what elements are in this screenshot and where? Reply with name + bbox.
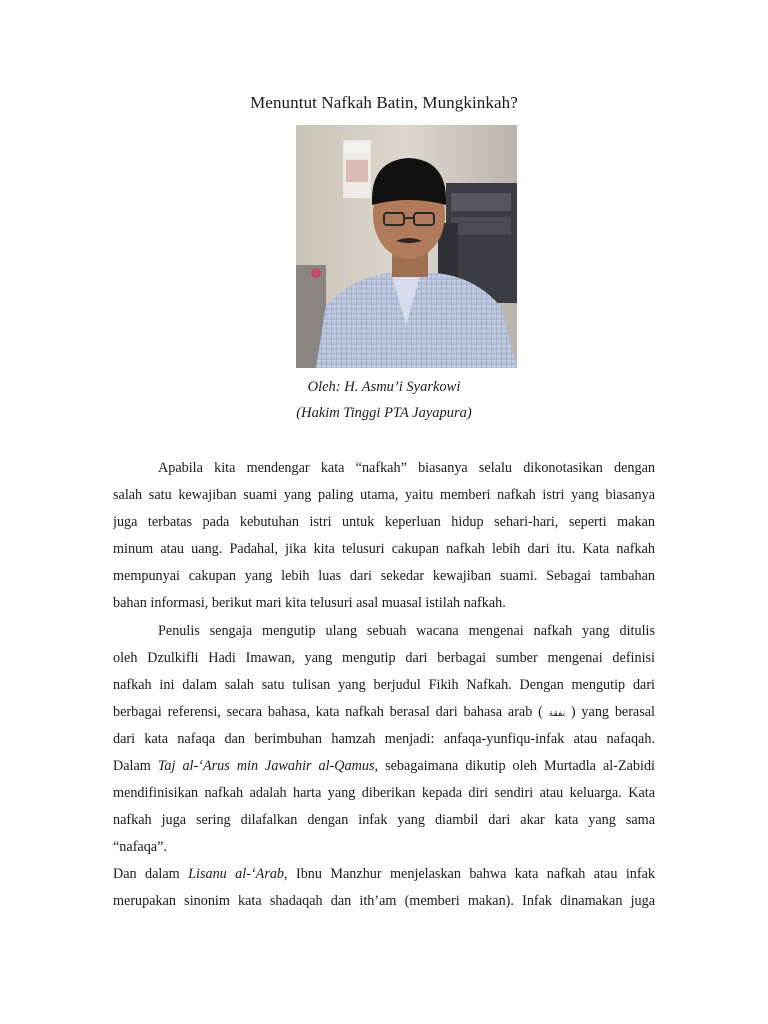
book-title: Lisanu al-‘Arab (188, 866, 285, 882)
article-title: Menuntut Nafkah Batin, Mungkinkah? (250, 93, 518, 112)
paragraph-2-line: oleh Dzulkifli Hadi Imawan, yang mengutip dari berbagai sumber mengenai definisi (113, 650, 655, 666)
author-position: (Hakim Tinggi PTA Jayapura) (296, 405, 472, 421)
paragraph-2-text: Dalam (113, 758, 158, 774)
paragraph-1-line: mempunyai cakupan yang lebih luas dari sekedar kewajiban suami. Sebagai tambahan (113, 568, 655, 584)
author-byline: Oleh: H. Asmu’i Syarkowi (307, 379, 461, 395)
paragraph-2-line: “nafaqa”. (113, 839, 167, 855)
paragraph-1-line: bahan informasi, berikut mari kita telusuri asal muasal istilah nafkah. (113, 595, 506, 611)
paragraph-1-line: minum atau uang. Padahal, jika kita telusuri cakupan nafkah lebih dari itu. Kata nafkah (113, 541, 655, 557)
paragraph-2-text: , sebagaimana dikutip oleh Murtadla al-Zabidi (374, 758, 655, 774)
paragraph-1-line: juga terbatas pada kebutuhan istri untuk keperluan hidup sehari-hari, seperti makan (113, 514, 655, 530)
paragraph-2-line: dari kata nafaqa dan berimbuhan hamzah menjadi: anfaqa-yunfiqu-infak atau nafaqah. (113, 731, 655, 747)
paragraph-2-text: ) yang berasal (565, 704, 655, 720)
paragraph-2-line: nafkah juga sering dilafalkan dengan infak yang diambil dari akar kata yang sama (113, 812, 655, 828)
paragraph-2-line (113, 704, 655, 721)
arabic-word: نفقة (548, 709, 566, 719)
paragraph-1-line: salah satu kewajiban suami yang paling utama, yaitu memberi nafkah istri yang biasanya (113, 487, 655, 503)
paragraph-1-line: Apabila kita mendengar kata “nafkah” biasanya selalu dikonotasikan dengan (158, 460, 655, 476)
paragraph-2-line: mendifinisikan nafkah adalah harta yang diberikan kepada diri sendiri atau keluarga. Kata (113, 785, 655, 801)
paragraph-3-line (113, 866, 655, 883)
paragraph-3-text: , Ibnu Manzhur menjelaskan bahwa kata nafkah atau infak (284, 866, 655, 882)
author-photo (296, 125, 517, 368)
paragraph-3-line: merupakan sinonim kata shadaqah dan ith’am (memberi makan). Infak dinamakan juga (113, 893, 655, 909)
book-title: Taj al-‘Arus min Jawahir al-Qamus (157, 758, 375, 774)
paragraph-2-line (113, 758, 655, 775)
paragraph-3-text: Dan dalam (113, 866, 189, 882)
paragraph-2-text: berbagai referensi, secara bahasa, kata nafkah berasal dari bahasa arab ( (113, 704, 549, 720)
paragraph-2-line: nafkah ini dalam salah satu tulisan yang berjudul Fikih Nafkah. Dengan mengutip dari (113, 677, 655, 693)
paragraph-2-line: Penulis sengaja mengutip ulang sebuah wacana mengenai nafkah yang ditulis (158, 623, 655, 639)
author-portrait-icon (296, 125, 517, 368)
